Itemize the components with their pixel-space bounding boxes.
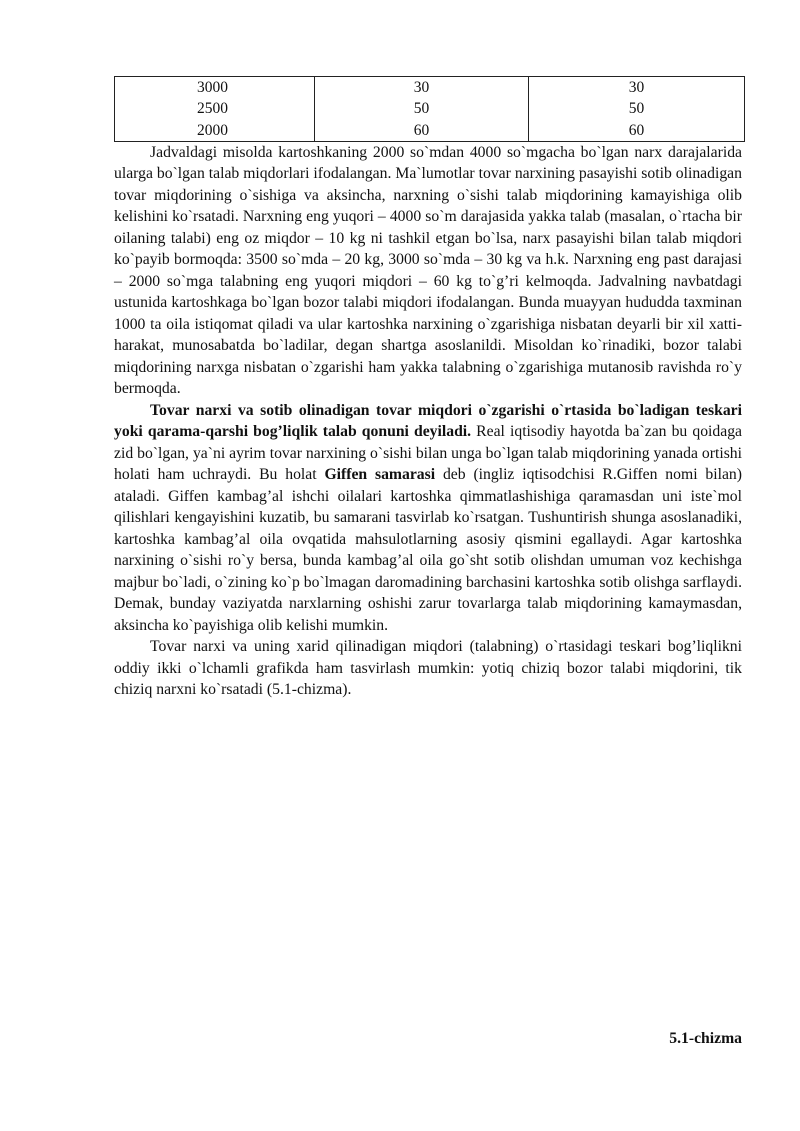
- paragraph-1: Jadvaldagi misolda kartoshkaning 2000 so`mdan 4000 so`mgacha bo`lgan narx darajalarida ularga bo`lgan talab miqdorlari ifodalangan. Ma`lumotlar tovar narxining pasayishi sotib olinadigan tovar miqdorining o`sishiga va aksincha, narxning o`sishi talab miqdorining kamayishiga olib kelishini ko`rsatadi. Narxning eng yuqori – 4000 so`m darajasida yakka talab (masalan, o`rtacha bir oilaning talabi) eng oz miqdor – 10 kg ni tashkil etgan bo`lsa, narx pasayishi bilan talab miqdori ko`payib bormoqda: 3500 so`mda – 20 kg, 3000 so`mda – 30 kg va h.k. Narxning eng past darajasi – 2000 so`mga talabning eng yuqori miqdori – 60 kg to`g’ri kelmoqda. Jadvalning navbatdagi ustunida kartoshkaga bo`lgan bozor talabi miqdori ifodalangan. Bunda muayyan hududda taxminan 1000 ta oila istiqomat qiladi va ular kartoshka narxining o`zgarishiga nisbatan deyarli bir xil xatti-harakat, munosabatda bo`ladilar, degan shartga asoslanildi. Misoldan ko`rinadiki, bozor talabi miqdorining narxga nisbatan o`zgarishi ham yakka talabning o`zgarishiga mutanosib ravishda ro`y bermoqda.: [114, 143, 742, 398]
- paragraph-3: Tovar narxi va uning xarid qilinadigan miqdori (talabning) o`rtasidagi teskari bog’liqlikni oddiy ikki o`lchamli grafikda ham tasvirlash mumkin: yotiq chiziq bozor talabi miqdorini, tik chiziq narxni ko`rsatadi (5.1-chizma).: [114, 638, 742, 699]
- paragraph-2-text-b: deb (ingliz iqtisodchisi R.Giffen nomi bilan) ataladi. Giffen kambag’al ishchi oilalari kartoshka qimmatlashishiga qaramasdan uni iste`mol qilishlari kengayishini kuzatib, bu samarani tasvirlab ko`rsatgan. Tushuntirish shunga asoslanadiki, kartoshka kambag’al oila ovqatida mahsulotlarning asosiy qismini egallaydi. Agar kartoshka narxining o`sishi ro`y bersa, bunda kambag’al oila go`sht sotib olishdan umuman voz kechishga majbur bo`ladi, o`zining ko`p bo`lmagan daromadining barchasini kartoshka sotib olishga sarflaydi. Demak, bunday vaziyatda narxlarning oshishi zarur tovarlarga talab miqdorining kamaymasdan, aksincha ko`payishiga olib kelishi mumkin.: [114, 466, 742, 634]
- figure-caption: 5.1-chizma: [669, 1030, 742, 1047]
- table-cell: 2000: [197, 121, 228, 139]
- table-row: [115, 77, 745, 142]
- demand-table: [114, 76, 745, 142]
- paragraph-2-text-a: Real iqtisodiy hayotda ba`zan bu qoidaga zid bo`lgan, ya`ni ayrim tovar narxining o`sishi bilan unga bo`lgan talab miqdorining yanada ortishi holati ham uchraydi. Bu holat: [114, 423, 743, 484]
- table-cell: 30: [628, 79, 645, 96]
- individual-demand-column: [315, 77, 529, 142]
- law-of-demand-definition: Tovar narxi va sotib olinadigan tovar miqdori o`zgarishi o`rtasida bo`ladigan teskari yoki qarama-qarshi bog’liqlik talab qonuni deyiladi.: [114, 401, 742, 441]
- table-cell: 50: [413, 100, 430, 118]
- document-page: [114, 76, 743, 1047]
- price-column: [115, 77, 315, 142]
- table-cell: 2500: [197, 100, 228, 118]
- paragraph-2: [114, 400, 742, 637]
- table-cell: 3000: [197, 79, 228, 96]
- table-cell: 60: [413, 121, 430, 139]
- table-cell: 60: [628, 121, 645, 139]
- table-cell: 30: [413, 79, 430, 96]
- giffen-effect-term: Giffen samarasi: [324, 466, 436, 484]
- market-demand-column: [529, 77, 745, 142]
- table-cell: 50: [628, 100, 645, 118]
